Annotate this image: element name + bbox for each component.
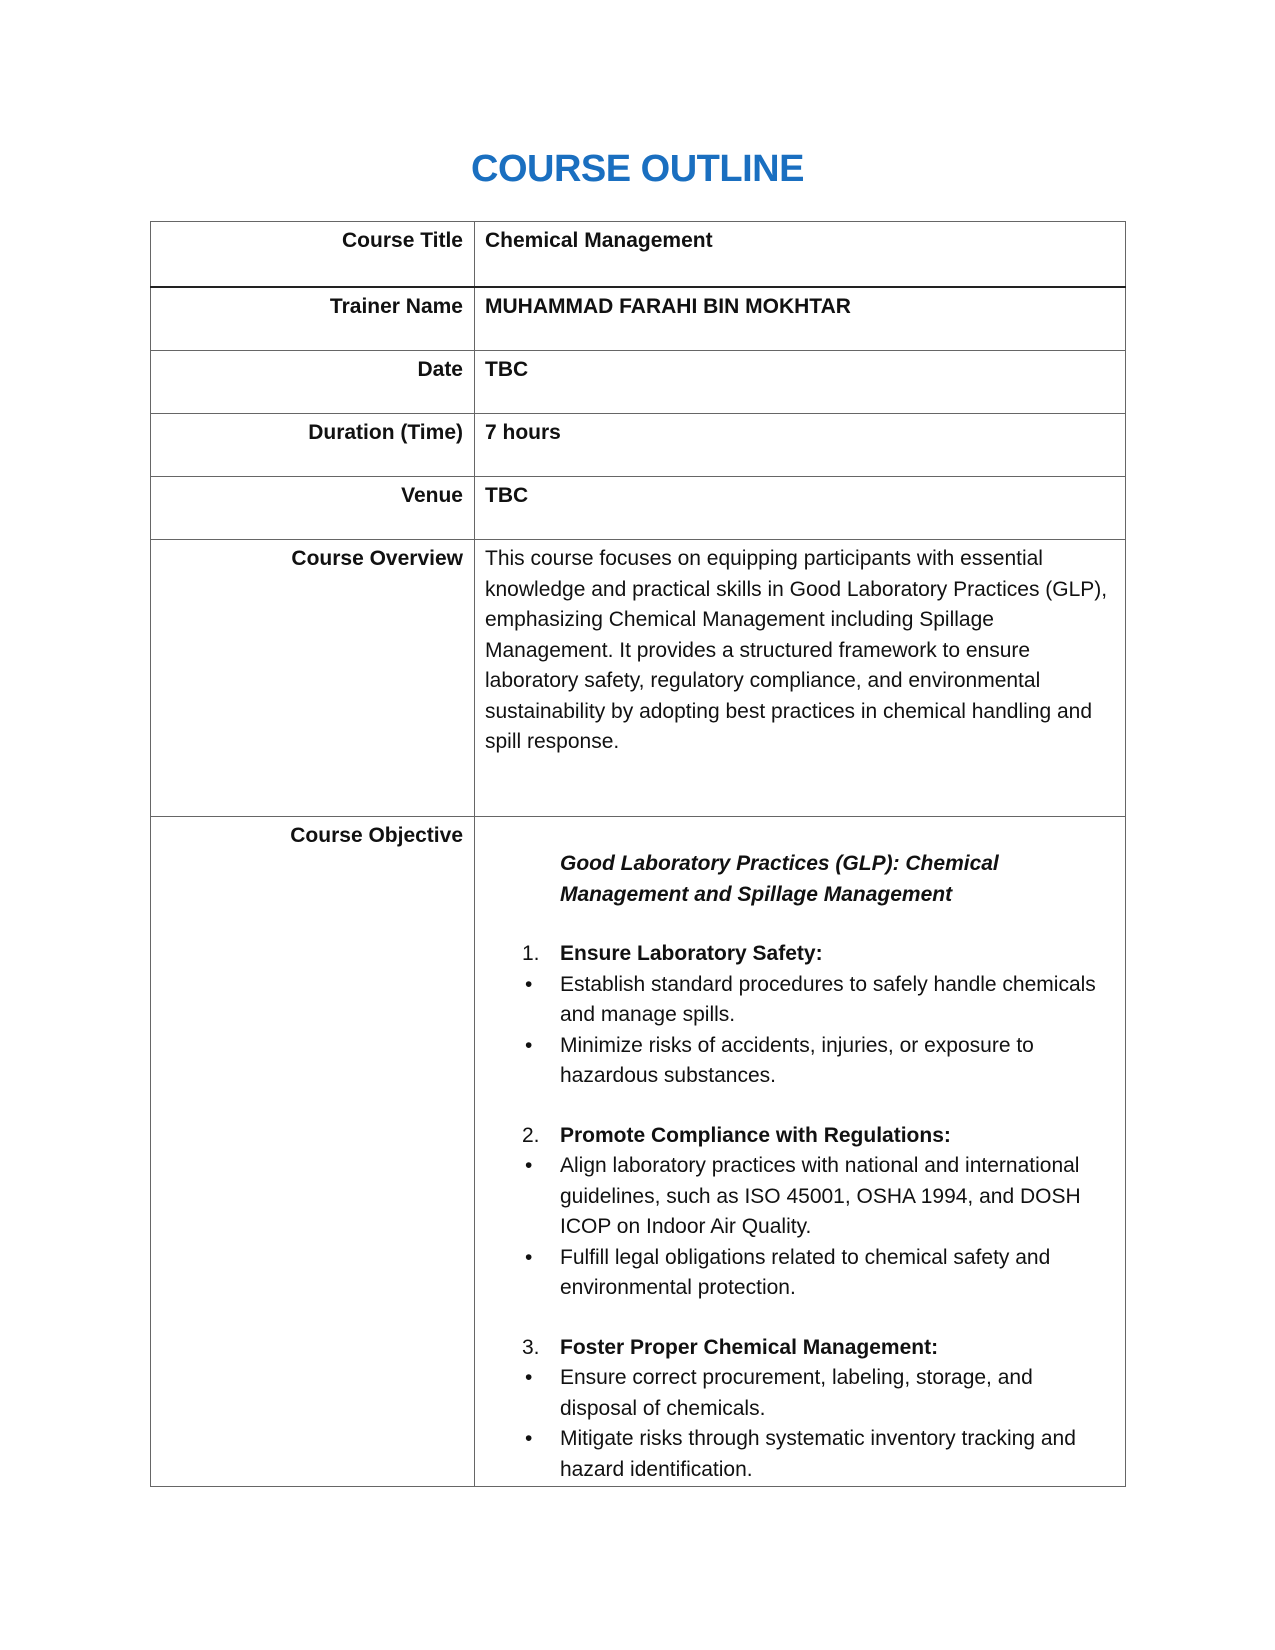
duration-value: 7 hours bbox=[475, 414, 1126, 477]
objective-heading: Good Laboratory Practices (GLP): Chemical Management and Spillage Management bbox=[560, 852, 999, 906]
course-outline-table bbox=[150, 221, 1126, 1487]
objective-bullet-text: Mitigate risks through systematic inventory tracking and hazard identification. bbox=[560, 1427, 1076, 1481]
row-course-title bbox=[151, 222, 1126, 288]
objective-bullet bbox=[485, 1031, 1113, 1092]
course-overview-label: Course Overview bbox=[151, 540, 475, 817]
objective-item-title: Ensure Laboratory Safety: bbox=[560, 942, 823, 965]
date-label: Date bbox=[151, 351, 475, 414]
objective-item-number: 1. bbox=[522, 942, 540, 965]
bullet-icon: • bbox=[525, 1033, 533, 1057]
row-course-objective bbox=[151, 817, 1126, 1487]
row-date bbox=[151, 351, 1126, 414]
course-objective-label: Course Objective bbox=[151, 817, 475, 1487]
objective-item bbox=[485, 1121, 1113, 1304]
row-duration bbox=[151, 414, 1126, 477]
course-objective-cell bbox=[475, 817, 1126, 1487]
objective-bullet-text: Align laboratory practices with national and international guidelines, such as ISO 45001, OSHA 1994, and DOSH ICOP on Indoor Air Quality. bbox=[560, 1154, 1081, 1238]
course-title-value: Chemical Management bbox=[475, 222, 1126, 288]
objective-item-number: 3. bbox=[522, 1335, 540, 1359]
bullet-icon: • bbox=[525, 1154, 533, 1177]
row-venue bbox=[151, 477, 1126, 540]
objective-bullet-text: Establish standard procedures to safely handle chemicals and manage spills. bbox=[560, 972, 1096, 1026]
objective-item bbox=[485, 1333, 1113, 1486]
course-title-label: Course Title bbox=[151, 222, 475, 288]
objective-item-header bbox=[485, 939, 1113, 970]
bullet-icon: • bbox=[525, 1366, 533, 1389]
objective-item-title: Foster Proper Chemical Management: bbox=[560, 1335, 939, 1359]
objective-item-number: 2. bbox=[522, 1123, 540, 1147]
objective-bullet-text: Ensure correct procurement, labeling, storage, and disposal of chemicals. bbox=[560, 1366, 1033, 1420]
objective-bullet bbox=[485, 1151, 1113, 1243]
objective-item-title: Promote Compliance with Regulations: bbox=[560, 1123, 951, 1147]
row-course-overview bbox=[151, 540, 1126, 817]
bullet-icon: • bbox=[525, 972, 533, 996]
objective-bullet bbox=[485, 1363, 1113, 1424]
venue-value: TBC bbox=[475, 477, 1126, 540]
course-overview-cell bbox=[475, 540, 1126, 817]
duration-label: Duration (Time) bbox=[151, 414, 475, 477]
venue-label: Venue bbox=[151, 477, 475, 540]
trainer-name-label: Trainer Name bbox=[151, 287, 475, 351]
bullet-icon: • bbox=[525, 1245, 533, 1269]
row-trainer-name bbox=[151, 287, 1126, 351]
date-value: TBC bbox=[475, 351, 1126, 414]
bullet-icon: • bbox=[525, 1427, 533, 1450]
objective-item-header bbox=[485, 1333, 1113, 1364]
objective-bullet bbox=[485, 970, 1113, 1031]
document-title: COURSE OUTLINE bbox=[471, 148, 804, 190]
objective-bullet-text: Fulfill legal obligations related to chemical safety and environmental protection. bbox=[560, 1245, 1051, 1299]
objective-item-header bbox=[485, 1121, 1113, 1152]
objective-bullet bbox=[485, 1243, 1113, 1304]
objective-bullet-text: Minimize risks of accidents, injuries, or exposure to hazardous substances. bbox=[560, 1033, 1034, 1087]
trainer-name-value: MUHAMMAD FARAHI BIN MOKHTAR bbox=[475, 287, 1126, 351]
objective-item bbox=[485, 939, 1113, 1092]
course-overview-text: This course focuses on equipping participants with essential knowledge and practical skills in Good Laboratory Practices (GLP), emphasizing Chemical Management including Spillage Management. It provides a structured framework to ensure laboratory safety, regulatory compliance, and environmental sustainability by adopting best practices in chemical handling and spill response. bbox=[485, 547, 1108, 753]
objective-bullet bbox=[485, 1424, 1113, 1485]
